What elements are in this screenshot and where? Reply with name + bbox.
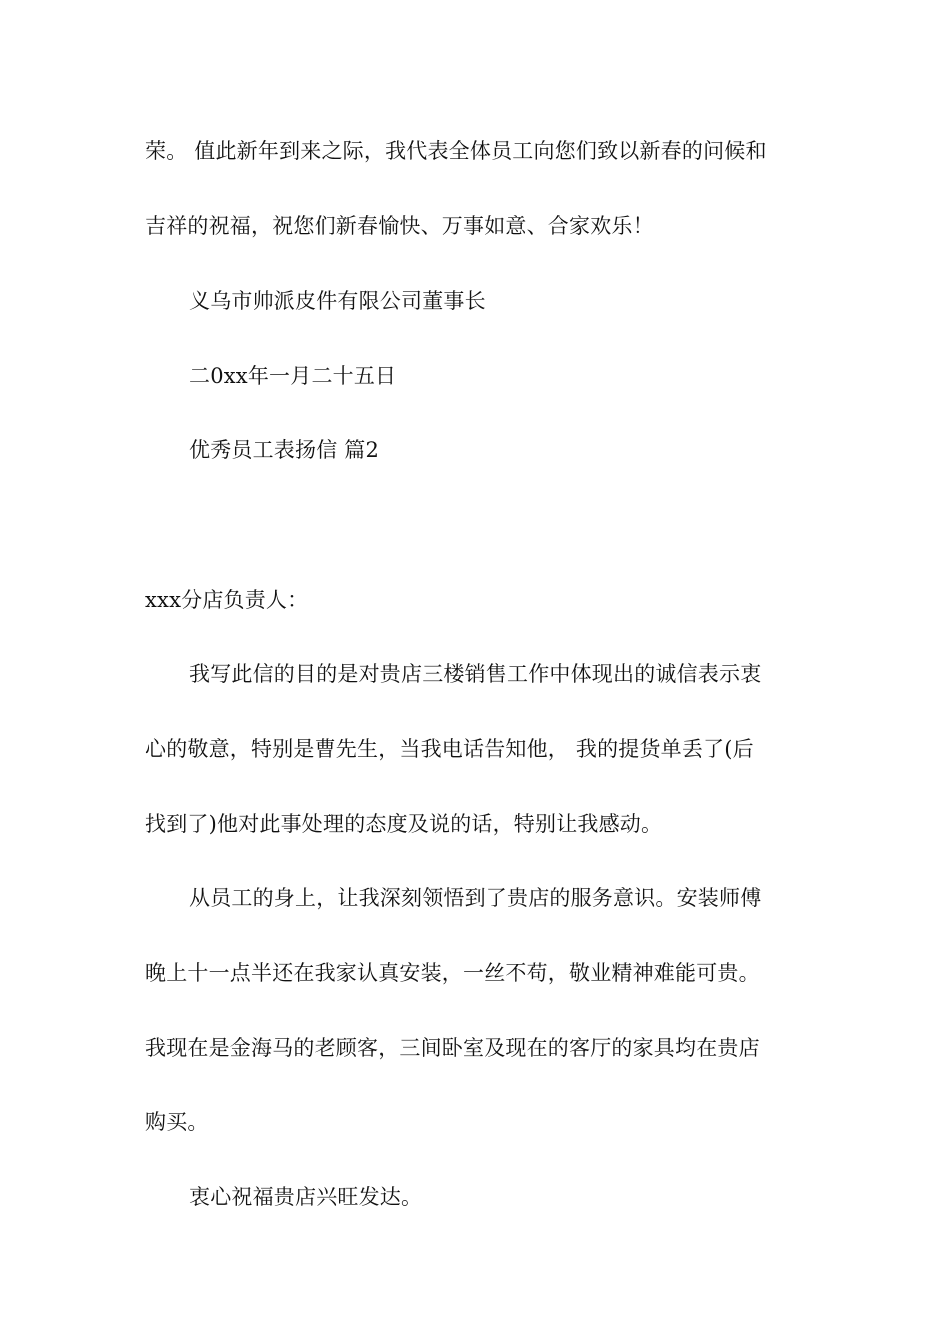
paragraph-line: 荣。 值此新年到来之际，我代表全体员工向您们致以新春的问候和 (145, 139, 767, 163)
signature-company: 义乌市帅派皮件有限公司董事长 (189, 289, 486, 313)
paragraph-line: 晚上十一点半还在我家认真安装，一丝不苟，敬业精神难能可贵。 (145, 961, 760, 985)
paragraph-line: 从员工的身上，让我深刻领悟到了贵店的服务意识。安装师傅 (189, 886, 762, 910)
paragraph-line: 找到了)他对此事处理的态度及说的话，特别让我感动。 (145, 812, 663, 836)
paragraph-line: 购买。 (145, 1110, 209, 1134)
paragraph-line: 吉祥的祝福，祝您们新春愉快、万事如意、合家欢乐！ (145, 214, 654, 238)
letter-salutation: xxx分店负责人： (145, 588, 309, 612)
paragraph-line: 我写此信的目的是对贵店三楼销售工作中体现出的诚信表示衷 (189, 662, 762, 686)
signature-date: 二0xx年一月二十五日 (189, 364, 397, 388)
paragraph-line: 心的敬意，特别是曹先生，当我电话告知他， 我的提货单丢了(后 (145, 737, 754, 761)
paragraph-line: 我现在是金海马的老顾客，三间卧室及现在的客厅的家具均在贵店 (145, 1036, 760, 1060)
section-heading: 优秀员工表扬信 篇2 (189, 438, 380, 462)
closing-line: 衷心祝福贵店兴旺发达。 (189, 1185, 423, 1209)
